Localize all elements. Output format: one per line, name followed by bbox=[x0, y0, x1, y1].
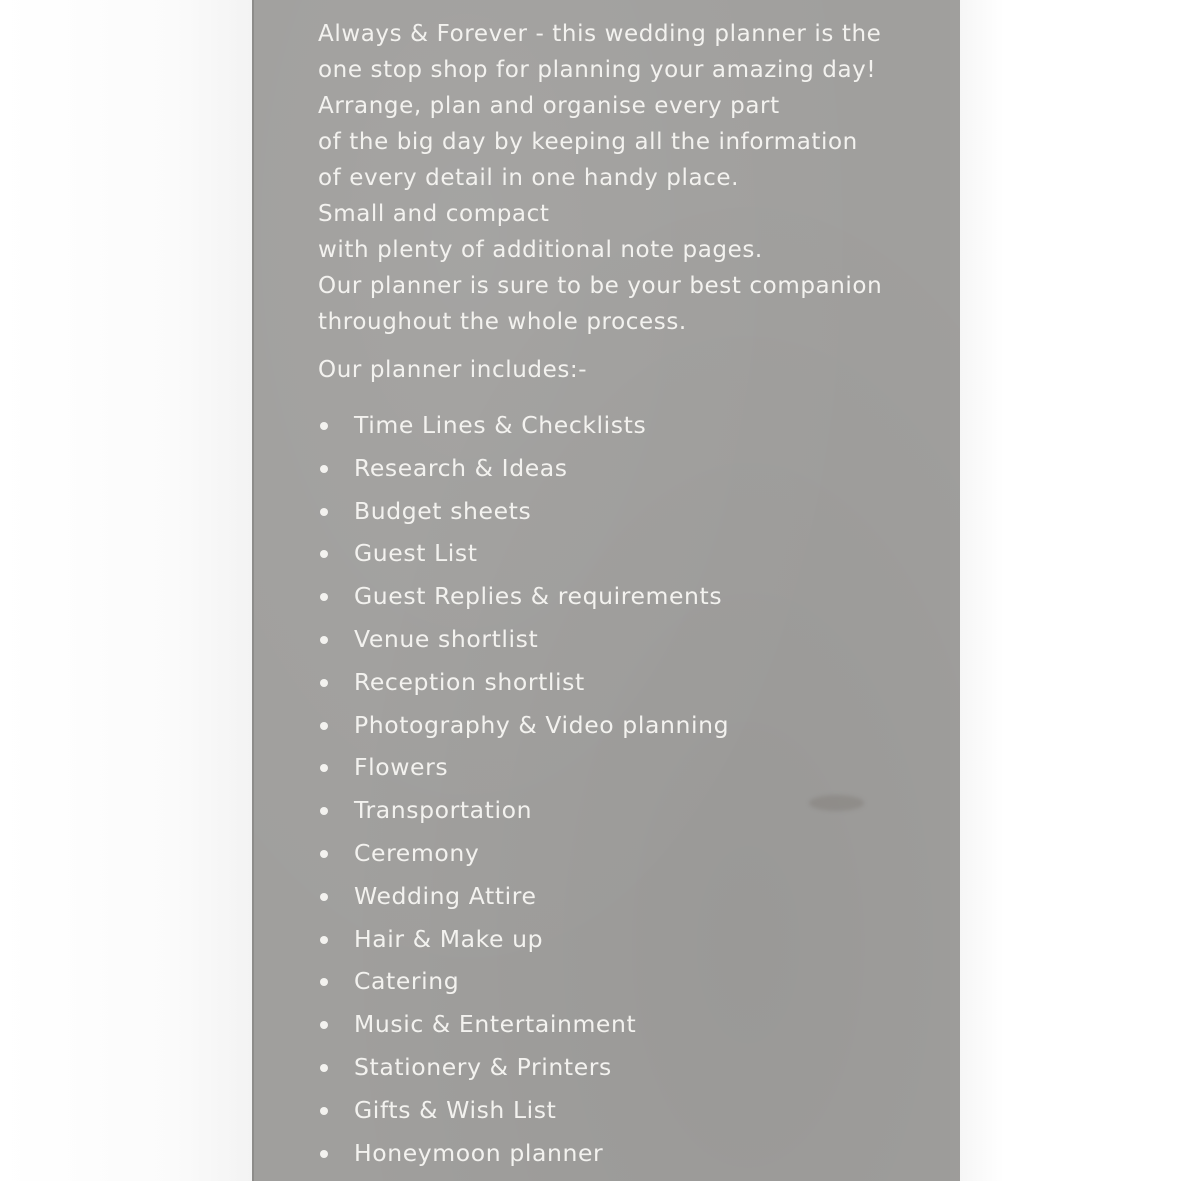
planner-back-cover bbox=[252, 0, 960, 1181]
bullet-icon bbox=[320, 936, 328, 944]
bullet-icon bbox=[320, 893, 328, 901]
intro-line: of the big day by keeping all the information bbox=[318, 129, 858, 155]
bullet-icon bbox=[320, 807, 328, 815]
bullet-icon bbox=[320, 764, 328, 772]
intro-line: Our planner is sure to be your best companion bbox=[318, 273, 883, 299]
bullet-icon bbox=[320, 465, 328, 473]
intro-line: Always & Forever - this wedding planner is the bbox=[318, 21, 882, 47]
bullet-icon bbox=[320, 850, 328, 858]
smudge-mark bbox=[809, 795, 864, 811]
list-item-label: Ceremony bbox=[354, 838, 480, 867]
list-item-label: Venue shortlist bbox=[354, 624, 539, 653]
list-item-label: Catering bbox=[354, 967, 460, 996]
intro-line: Small and compact bbox=[318, 201, 550, 227]
intro-line: throughout the whole process. bbox=[318, 309, 687, 335]
list-item-label: Honeymoon planner bbox=[354, 1138, 604, 1167]
bullet-icon bbox=[320, 1107, 328, 1115]
background-right bbox=[960, 0, 1181, 1181]
list-item-label: Transportation bbox=[354, 796, 533, 825]
bullet-icon bbox=[320, 1021, 328, 1029]
bullet-icon bbox=[320, 978, 328, 986]
intro-line: one stop shop for planning your amazing day! bbox=[318, 57, 877, 83]
list-item-label: Stationery & Printers bbox=[354, 1052, 612, 1081]
bullet-icon bbox=[320, 679, 328, 687]
list-item-label: Gifts & Wish List bbox=[354, 1095, 557, 1124]
list-item-label: Reception shortlist bbox=[354, 667, 585, 696]
bullet-icon bbox=[320, 593, 328, 601]
intro-paragraph bbox=[318, 16, 938, 340]
list-item-label: Time Lines & Checklists bbox=[354, 411, 647, 439]
background-left bbox=[0, 0, 252, 1181]
bullet-icon bbox=[320, 722, 328, 730]
bullet-icon bbox=[320, 1150, 328, 1158]
includes-heading: Our planner includes:- bbox=[318, 357, 588, 383]
list-item-label: Guest List bbox=[354, 539, 478, 568]
list-item-label: Photography & Video planning bbox=[354, 710, 730, 739]
bullet-icon bbox=[320, 636, 328, 644]
list-item-label: Wedding Attire bbox=[354, 881, 537, 910]
list-item-label: Budget sheets bbox=[354, 496, 532, 525]
intro-line: Arrange, plan and organise every part bbox=[318, 93, 780, 119]
bullet-icon bbox=[320, 422, 328, 430]
list-item-label: Guest Replies & requirements bbox=[354, 582, 723, 611]
list-item-label: Research & Ideas bbox=[354, 453, 568, 482]
bullet-icon bbox=[320, 550, 328, 558]
intro-line: with plenty of additional note pages. bbox=[318, 237, 763, 263]
list-item-label: Flowers bbox=[354, 753, 449, 782]
bullet-icon bbox=[320, 1064, 328, 1072]
bullet-icon bbox=[320, 508, 328, 516]
list-item-label: Music & Entertainment bbox=[354, 1010, 637, 1039]
intro-line: of every detail in one handy place. bbox=[318, 165, 740, 191]
list-item-label: Hair & Make up bbox=[354, 924, 544, 953]
